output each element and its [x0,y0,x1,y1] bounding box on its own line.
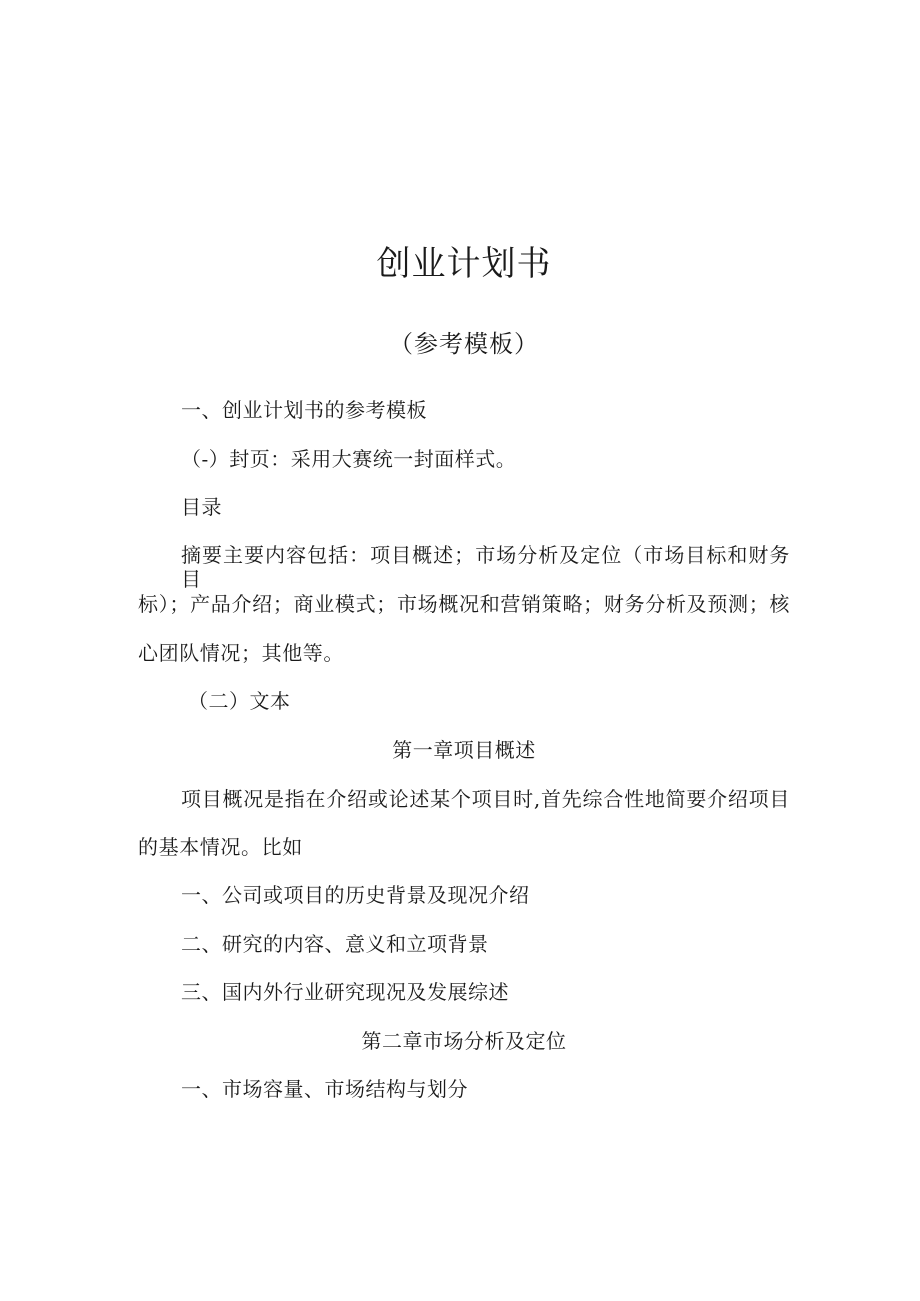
chapter1-item-2: 二、研究的内容、意义和立项背景 [181,932,489,956]
chapter1-item-1: 一、公司或项目的历史背景及现况介绍 [181,883,530,907]
abstract-line-3: 心团队情况；其他等。 [138,641,344,665]
document-subtitle: （参考模板） [389,330,539,358]
abstract-line-1: 摘要主要内容包括：项目概述；市场分析及定位（市场目标和财务目 [181,543,790,591]
abstract-line-2: 标）；产品介绍；商业模式；市场概况和营销策略；财务分析及预测；核 [138,592,790,616]
chapter2-item-1: 一、市场容量、市场结构与划分 [181,1077,468,1101]
toc-label: 目录 [181,495,222,519]
text-item: （二）文本 [188,689,291,713]
chapter1-heading: 第一章项目概述 [392,738,536,762]
section-heading: 一、创业计划书的参考模板 [181,398,427,422]
chapter1-item-3: 三、国内外行业研究现况及发展综述 [181,980,509,1004]
chapter2-heading: 第二章市场分析及定位 [361,1029,567,1053]
cover-item: （-）封页：采用大赛统一封面样式。 [181,447,517,471]
chapter1-para-line-2: 的基本情况。比如 [138,835,303,859]
document-title: 创业计划书 [376,244,552,284]
chapter1-para-line-1: 项目概况是指在介绍或论述某个项目时,首先综合性地简要介绍项目 [181,787,790,811]
